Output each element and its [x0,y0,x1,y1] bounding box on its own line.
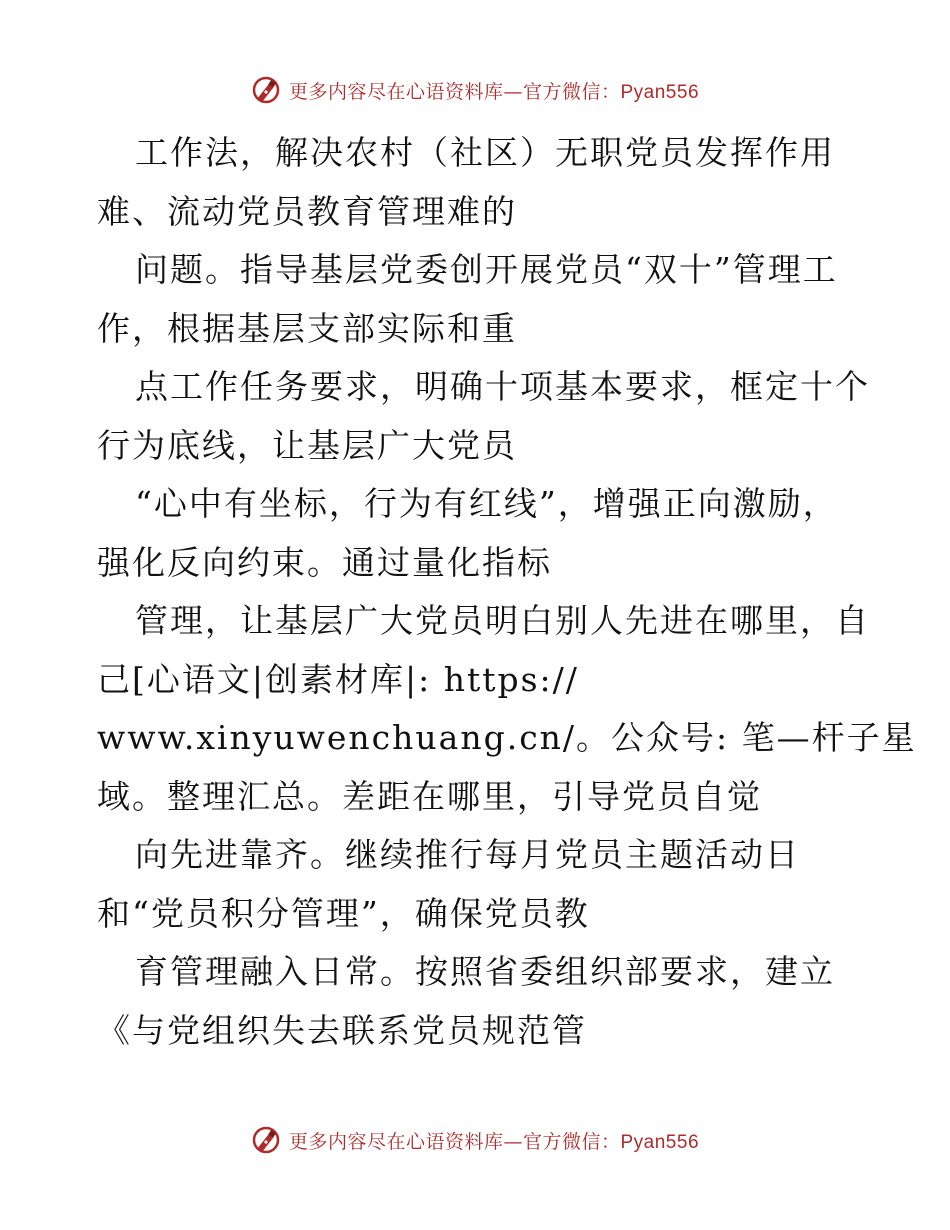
body-line: 向先进靠齐。继续推行每月党员主题活动日 [135,835,800,874]
footer-banner [0,1122,950,1158]
wechat-id: Pyan556 [620,1131,700,1153]
pen-nib-logo-icon [251,75,281,105]
wechat-id: Pyan556 [620,81,700,103]
header-banner [0,72,950,108]
body-line: 育管理融入日常。按照省委组织部要求，建立 [135,952,835,991]
body-line: 点工作任务要求，明确十项基本要求，框定十个 [135,367,870,406]
banner-text: 更多内容尽在心语资料库—官方微信：Pyan556 [288,80,700,103]
body-line: 工作法，解决农村（社区）无职党员发挥作用 [135,133,835,172]
pen-nib-logo-icon [251,1125,281,1155]
body-line: 己[心语文|创素材库|: https:// [97,659,579,699]
body-line: 难、流动党员教育管理难的 [97,191,517,231]
body-line: 《与党组织失去联系党员规范管 [97,1010,587,1050]
body-line: 问题。指导基层党委创开展党员“双十”管理工 [135,250,838,289]
body-line: 作，根据基层支部实际和重 [97,308,517,348]
body-line: 和“党员积分管理”，确保党员教 [97,893,590,933]
body-line: 域。整理汇总。差距在哪里，引导党员自觉 [97,776,762,816]
body-line: 行为底线，让基层广大党员 [97,425,517,465]
body-line: www.xinyuwenchuang.cn/。公众号: 笔—杆子星 [97,718,917,757]
banner-text: 更多内容尽在心语资料库—官方微信：Pyan556 [288,1130,700,1153]
body-line: “心中有坐标，行为有红线”，增强正向激励， [135,484,838,523]
body-line: 强化反向约束。通过量化指标 [97,542,552,582]
body-line: 管理，让基层广大党员明白别人先进在哪里，自 [135,601,870,640]
document-body [97,124,917,1060]
